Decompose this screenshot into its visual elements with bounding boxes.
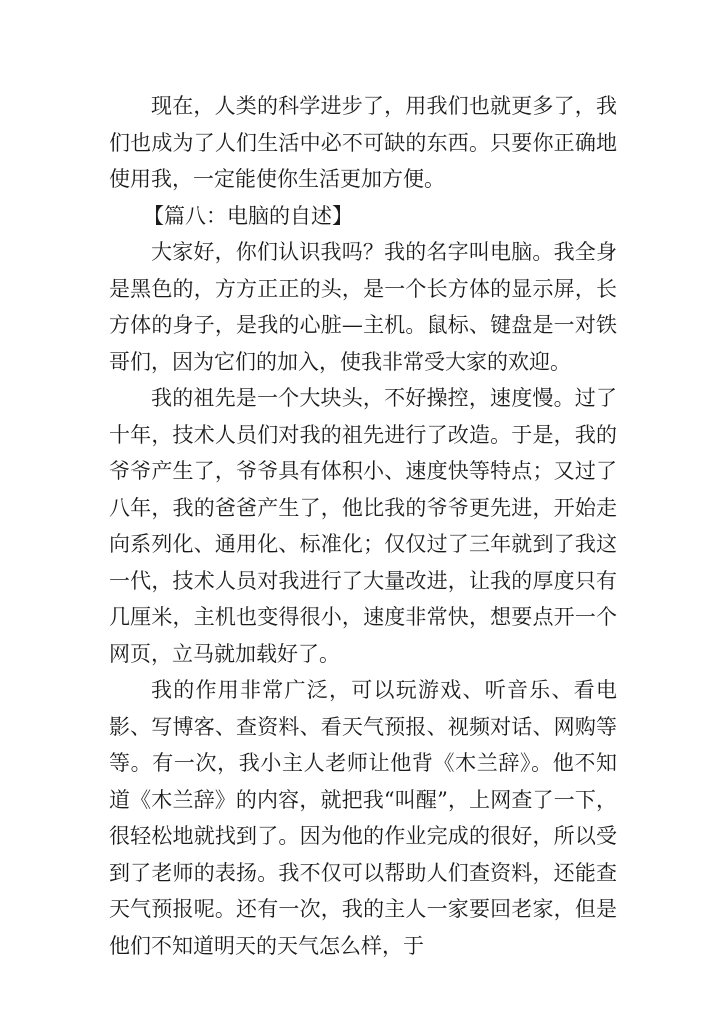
section-heading: 【篇八：电脑的自述】	[143, 203, 353, 228]
paragraph-uses: 我的作用非常广泛，可以玩游戏、听音乐、看电影、写博客、查资料、看天气预报、视频对话、网购等等。有一次，我小主人老师让他背《木兰辞》。他不知道《木兰辞》的内容，就把我“叫醒”，上网查了一下，很轻松地就找到了。因为他的作业完成的很好，所以受到了老师的表扬。我不仅可以帮助人们查资料，还能查天气预报呢。还有一次，我的主人一家要回老家，但是他们不知道明天的天气怎么样，于	[109, 678, 617, 958]
paragraph-ancestors: 我的祖先是一个大块头，不好操控，速度慢。过了十年，技术人员们对我的祖先进行了改造。于是，我的爷爷产生了，爷爷具有体积小、速度快等特点；又过了八年，我的爸爸产生了，他比我的爷爷更先进，开始走向系列化、通用化、标准化；仅仅过了三年就到了我这一代，技术人员对我进行了大量改进，让我的厚度只有几厘米，主机也变得很小，速度非常快，想要点开一个网页，立马就加载好了。	[109, 386, 617, 666]
paragraph-self-introduction: 大家好，你们认识我吗？我的名字叫电脑。我全身是黑色的，方方正正的头，是一个长方体的显示屏，长方体的身子，是我的心脏—主机。鼠标、键盘是一对铁哥们，因为它们的加入，使我非常受大家的欢迎。	[109, 240, 617, 374]
paragraph-intro-ending: 现在，人类的科学进步了，用我们也就更多了，我们也成为了人们生活中必不可缺的东西。只要你正确地使用我，一定能使你生活更加方便。	[109, 94, 617, 191]
body-text	[109, 88, 617, 964]
